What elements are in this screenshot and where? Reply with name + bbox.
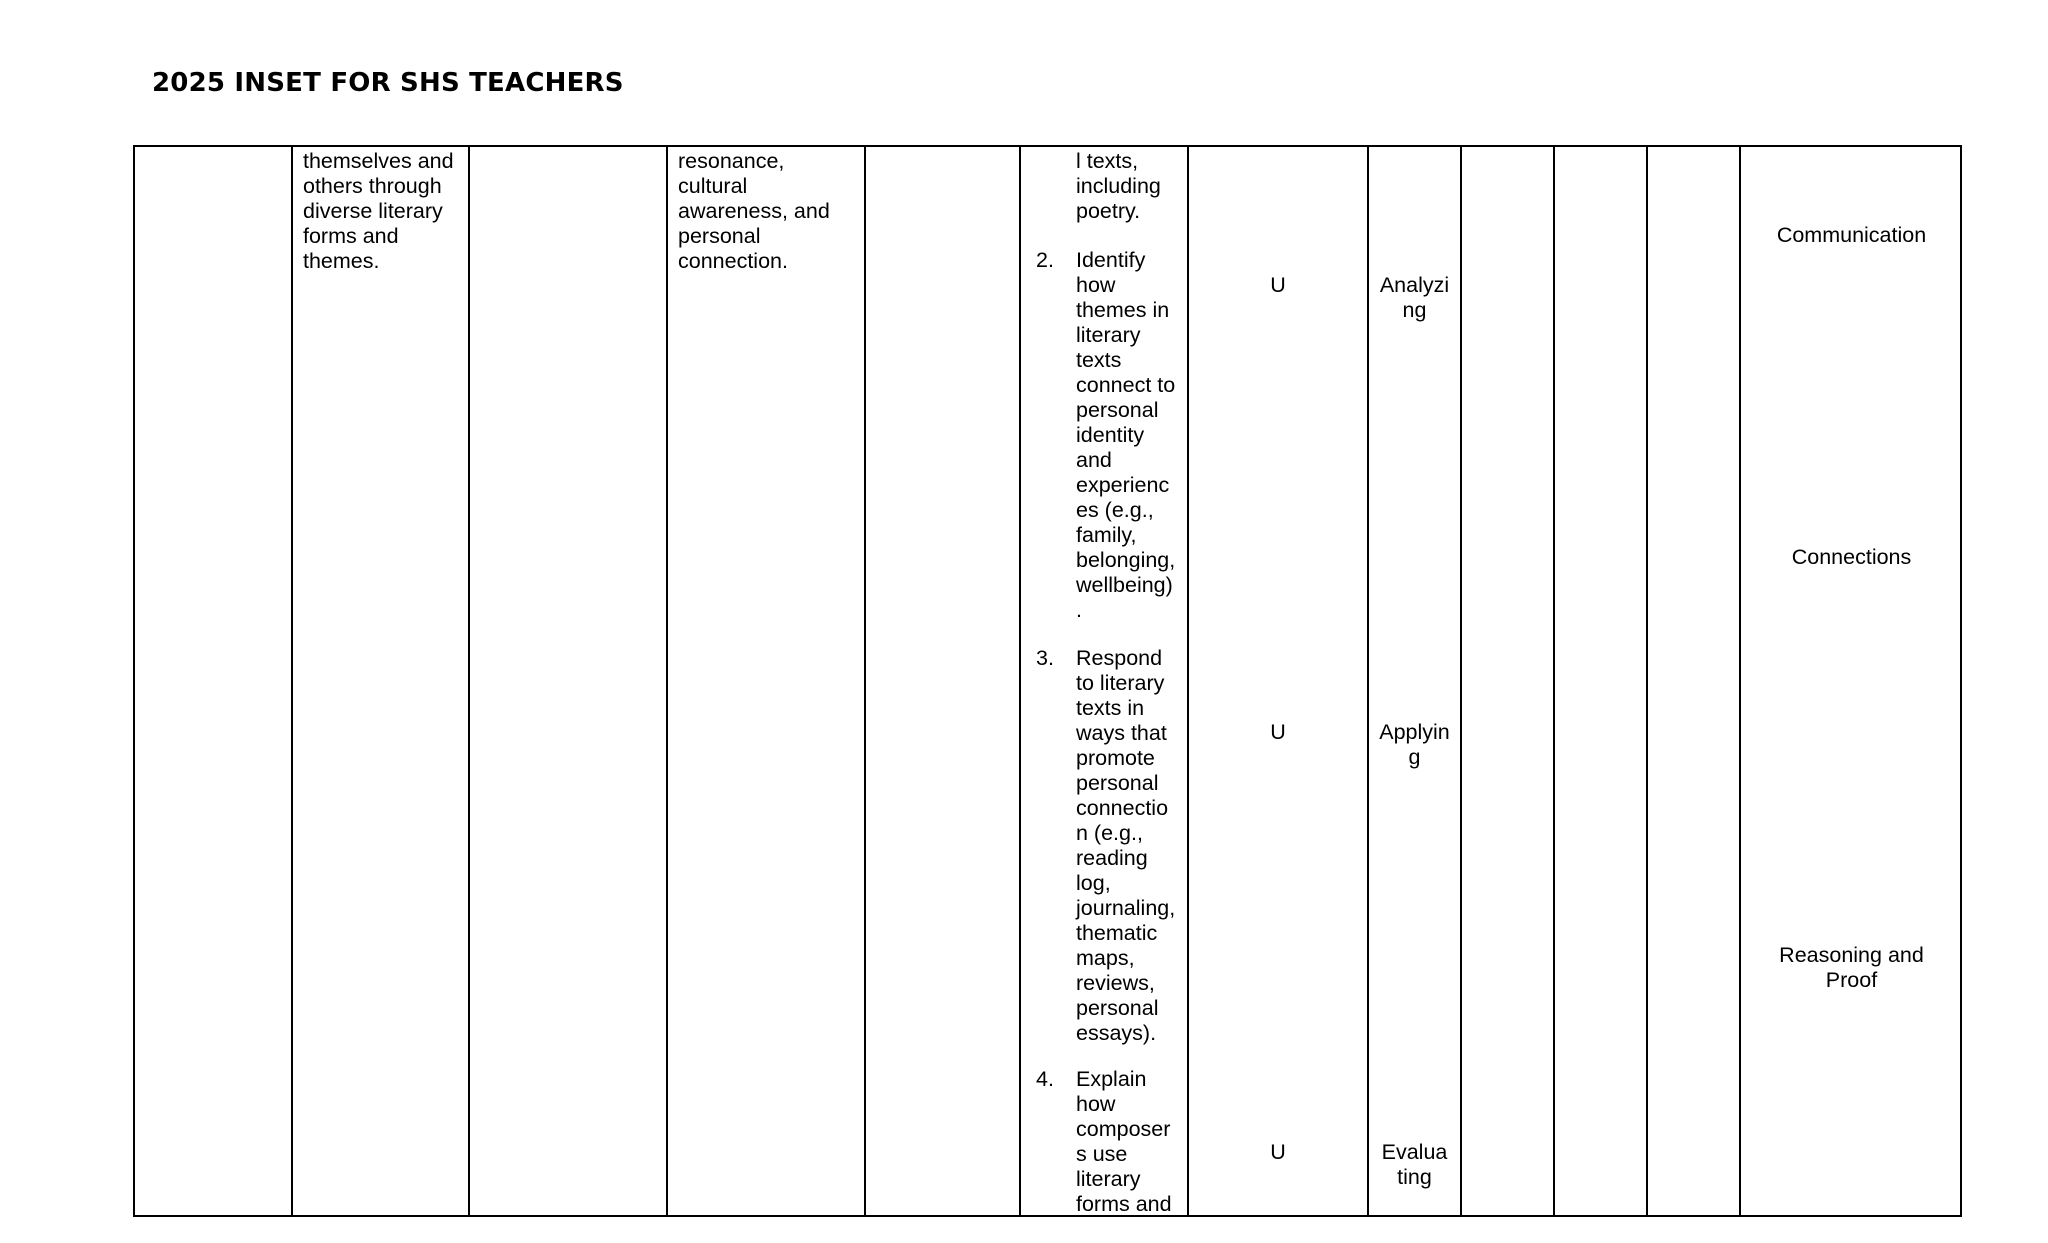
competency-text: Respond to literary texts in ways that promote personal connectio n (e.g., reading log, journaling, thematic maps, reviews, personal essays). — [1076, 646, 1176, 1045]
cognitive-level: Analyzi ng — [1379, 273, 1450, 322]
column-divider — [1187, 147, 1189, 1215]
math-process-connections: Connections — [1791, 545, 1912, 569]
competency-number: 2. — [1036, 248, 1054, 272]
math-process-reasoning: Reasoning and Proof — [1779, 943, 1924, 992]
competency-number: 4. — [1036, 1067, 1054, 1091]
competency-text: Explain how composer s use literary forms and — [1076, 1067, 1172, 1216]
column-divider — [1646, 147, 1648, 1215]
curriculum-table — [133, 145, 1962, 1217]
column-divider — [1019, 147, 1021, 1215]
competency-continued-text: l texts, including poetry. — [1076, 149, 1161, 223]
column-divider — [666, 147, 668, 1215]
knowledge-dimension: U — [1270, 273, 1286, 297]
performance-standard-text: resonance, cultural awareness, and personal connection. — [678, 149, 830, 273]
column-divider — [1553, 147, 1555, 1215]
cognitive-level: Evalua ting — [1381, 1140, 1448, 1189]
content-standard-text: themselves and others through diverse literary forms and themes. — [303, 149, 454, 273]
knowledge-dimension: U — [1270, 720, 1286, 744]
competency-text: Identify how themes in literary texts connect to personal identity and experienc es (e.g., family, belonging, wellbeing) . — [1076, 248, 1176, 622]
column-divider — [468, 147, 470, 1215]
competency-number: 3. — [1036, 646, 1054, 670]
math-process-communication: Communication — [1776, 223, 1927, 247]
cognitive-level: Applyin g — [1379, 720, 1450, 769]
column-divider — [291, 147, 293, 1215]
column-divider — [1739, 147, 1741, 1215]
column-divider — [864, 147, 866, 1215]
page-title: 2025 INSET FOR SHS TEACHERS — [152, 68, 624, 98]
knowledge-dimension: U — [1270, 1140, 1286, 1164]
